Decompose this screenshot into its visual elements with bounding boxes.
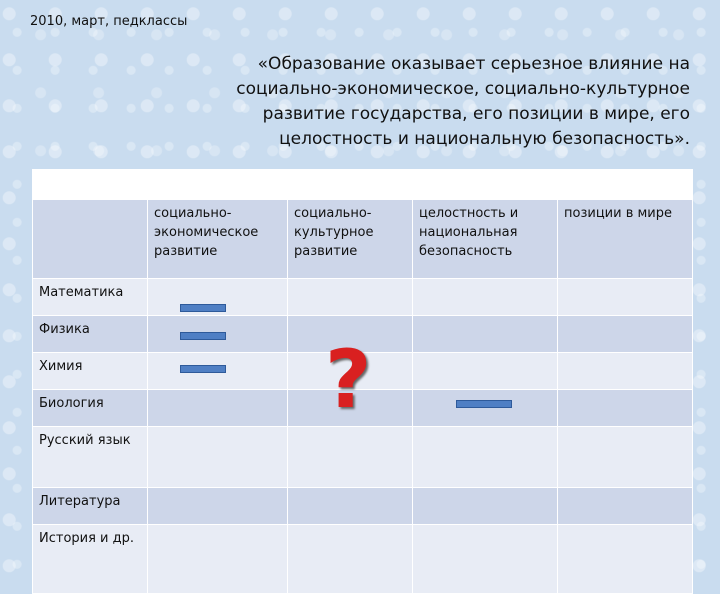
table-row [33, 488, 693, 525]
table-row [33, 279, 693, 316]
table-header-row [33, 200, 693, 279]
quote-text: «Образование оказывает серьезное влияние на социально-экономическое, социально-культурное развитие государства, его позиции в мире, его целостность и национальную безопасность». [236, 54, 690, 149]
header-cell-integrity-security: целостность и национальная безопасность [413, 200, 558, 279]
slide-header-label: 2010, март, педклассы [30, 14, 188, 29]
row-label-literature: Литература [33, 488, 148, 525]
question-mark: ? [325, 333, 372, 426]
row-label-biology: Биология [33, 390, 148, 427]
row-label-physics: Физика [33, 316, 148, 353]
row-label-history: История и др. [33, 525, 148, 594]
row-label-russian: Русский язык [33, 427, 148, 488]
table-row [33, 525, 693, 594]
table-top-bar [33, 170, 693, 200]
dash-mark-1 [180, 304, 226, 312]
dash-mark-2 [180, 332, 226, 340]
table-row [33, 427, 693, 488]
dash-mark-3 [180, 365, 226, 373]
header-cell-socio-economic: социально-экономическое развитие [148, 200, 288, 279]
dash-mark-4 [456, 400, 512, 408]
header-cell-world-position: позиции в мире [558, 200, 693, 279]
row-label-math: Математика [33, 279, 148, 316]
header-cell-socio-cultural: социально-культурное развитие [288, 200, 413, 279]
row-label-chemistry: Химия [33, 353, 148, 390]
header-cell-empty [33, 200, 148, 279]
